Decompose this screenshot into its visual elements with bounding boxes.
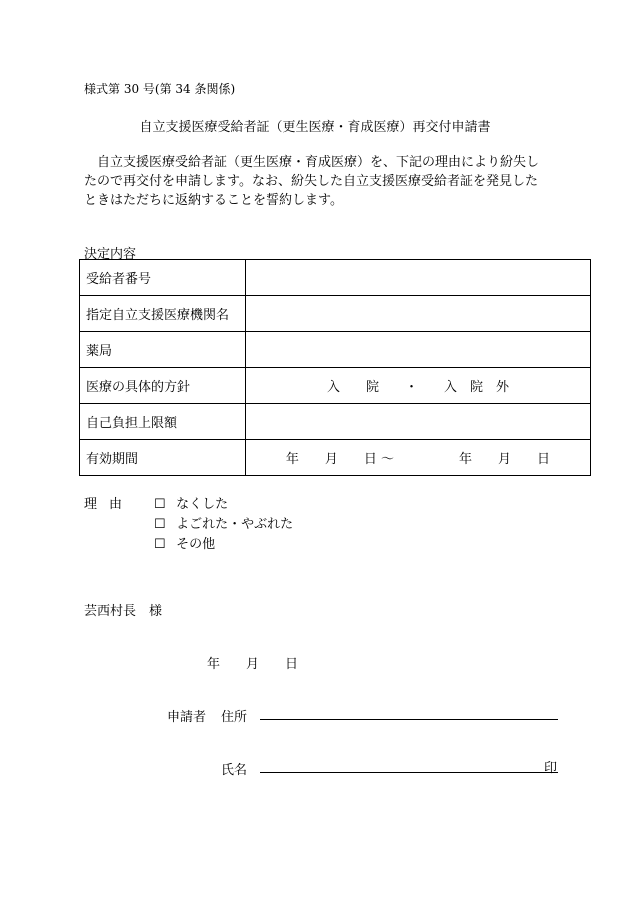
applicant-label: 申請者 — [167, 710, 207, 725]
address-field[interactable] — [260, 719, 558, 720]
table-row — [80, 404, 591, 440]
intro-line-3: ときはただちに返納することを誓約します。 — [84, 193, 343, 208]
recipient-number-field[interactable] — [246, 260, 591, 296]
reason-option-lost[interactable] — [154, 495, 228, 515]
validity-period-field[interactable]: 年 月 日 〜 年 月 日 — [246, 440, 591, 476]
address-label: 住所 — [221, 710, 248, 725]
checkbox-icon[interactable]: ☐ — [154, 497, 166, 512]
intro-line-1: 自立支援医療受給者証（更生医療・育成医療）を、下記の理由により紛失し — [97, 155, 540, 170]
reason-option-label: その他 — [176, 537, 216, 552]
name-field[interactable] — [260, 772, 558, 773]
pharmacy-label: 薬局 — [80, 332, 246, 368]
table-row — [80, 332, 591, 368]
reason-option-other[interactable] — [154, 535, 215, 555]
form-number: 様式第 30 号(第 34 条関係) — [84, 82, 236, 96]
copay-limit-field[interactable] — [246, 404, 591, 440]
table-row — [80, 260, 591, 296]
copay-limit-label: 自己負担上限額 — [80, 404, 246, 440]
intro-line-2: たので再交付を申請します。なお、紛失した自立支援医療受給者証を発見した — [84, 174, 538, 189]
treatment-policy-field[interactable]: 入 院 ・ 入 院 外 — [246, 368, 591, 404]
recipient-number-label: 受給者番号 — [80, 260, 246, 296]
reason-option-label: よごれた・やぶれた — [176, 517, 294, 532]
seal-mark: 印 — [544, 761, 558, 776]
pharmacy-field[interactable] — [246, 332, 591, 368]
intro-paragraph — [84, 153, 574, 210]
validity-period-label: 有効期間 — [80, 440, 246, 476]
decision-table — [79, 259, 591, 476]
name-label: 氏名 — [221, 763, 248, 778]
reason-option-label: なくした — [176, 497, 229, 512]
treatment-policy-label: 医療の具体的方針 — [80, 368, 246, 404]
table-row — [80, 296, 591, 332]
addressee: 芸西村長 様 — [84, 604, 163, 619]
checkbox-icon[interactable]: ☐ — [154, 517, 166, 532]
reason-option-damaged[interactable] — [154, 515, 293, 535]
medical-institution-field[interactable] — [246, 296, 591, 332]
table-row — [80, 440, 591, 476]
document-title: 自立支援医療受給者証（更生医療・育成医療）再交付申請書 — [139, 120, 491, 135]
application-date[interactable]: 年 月 日 — [207, 657, 299, 672]
decision-heading: 決定内容 — [84, 247, 137, 262]
medical-institution-label: 指定自立支援医療機関名 — [80, 296, 246, 332]
checkbox-icon[interactable]: ☐ — [154, 537, 166, 552]
table-row — [80, 368, 591, 404]
reason-label: 理由 — [84, 497, 135, 512]
